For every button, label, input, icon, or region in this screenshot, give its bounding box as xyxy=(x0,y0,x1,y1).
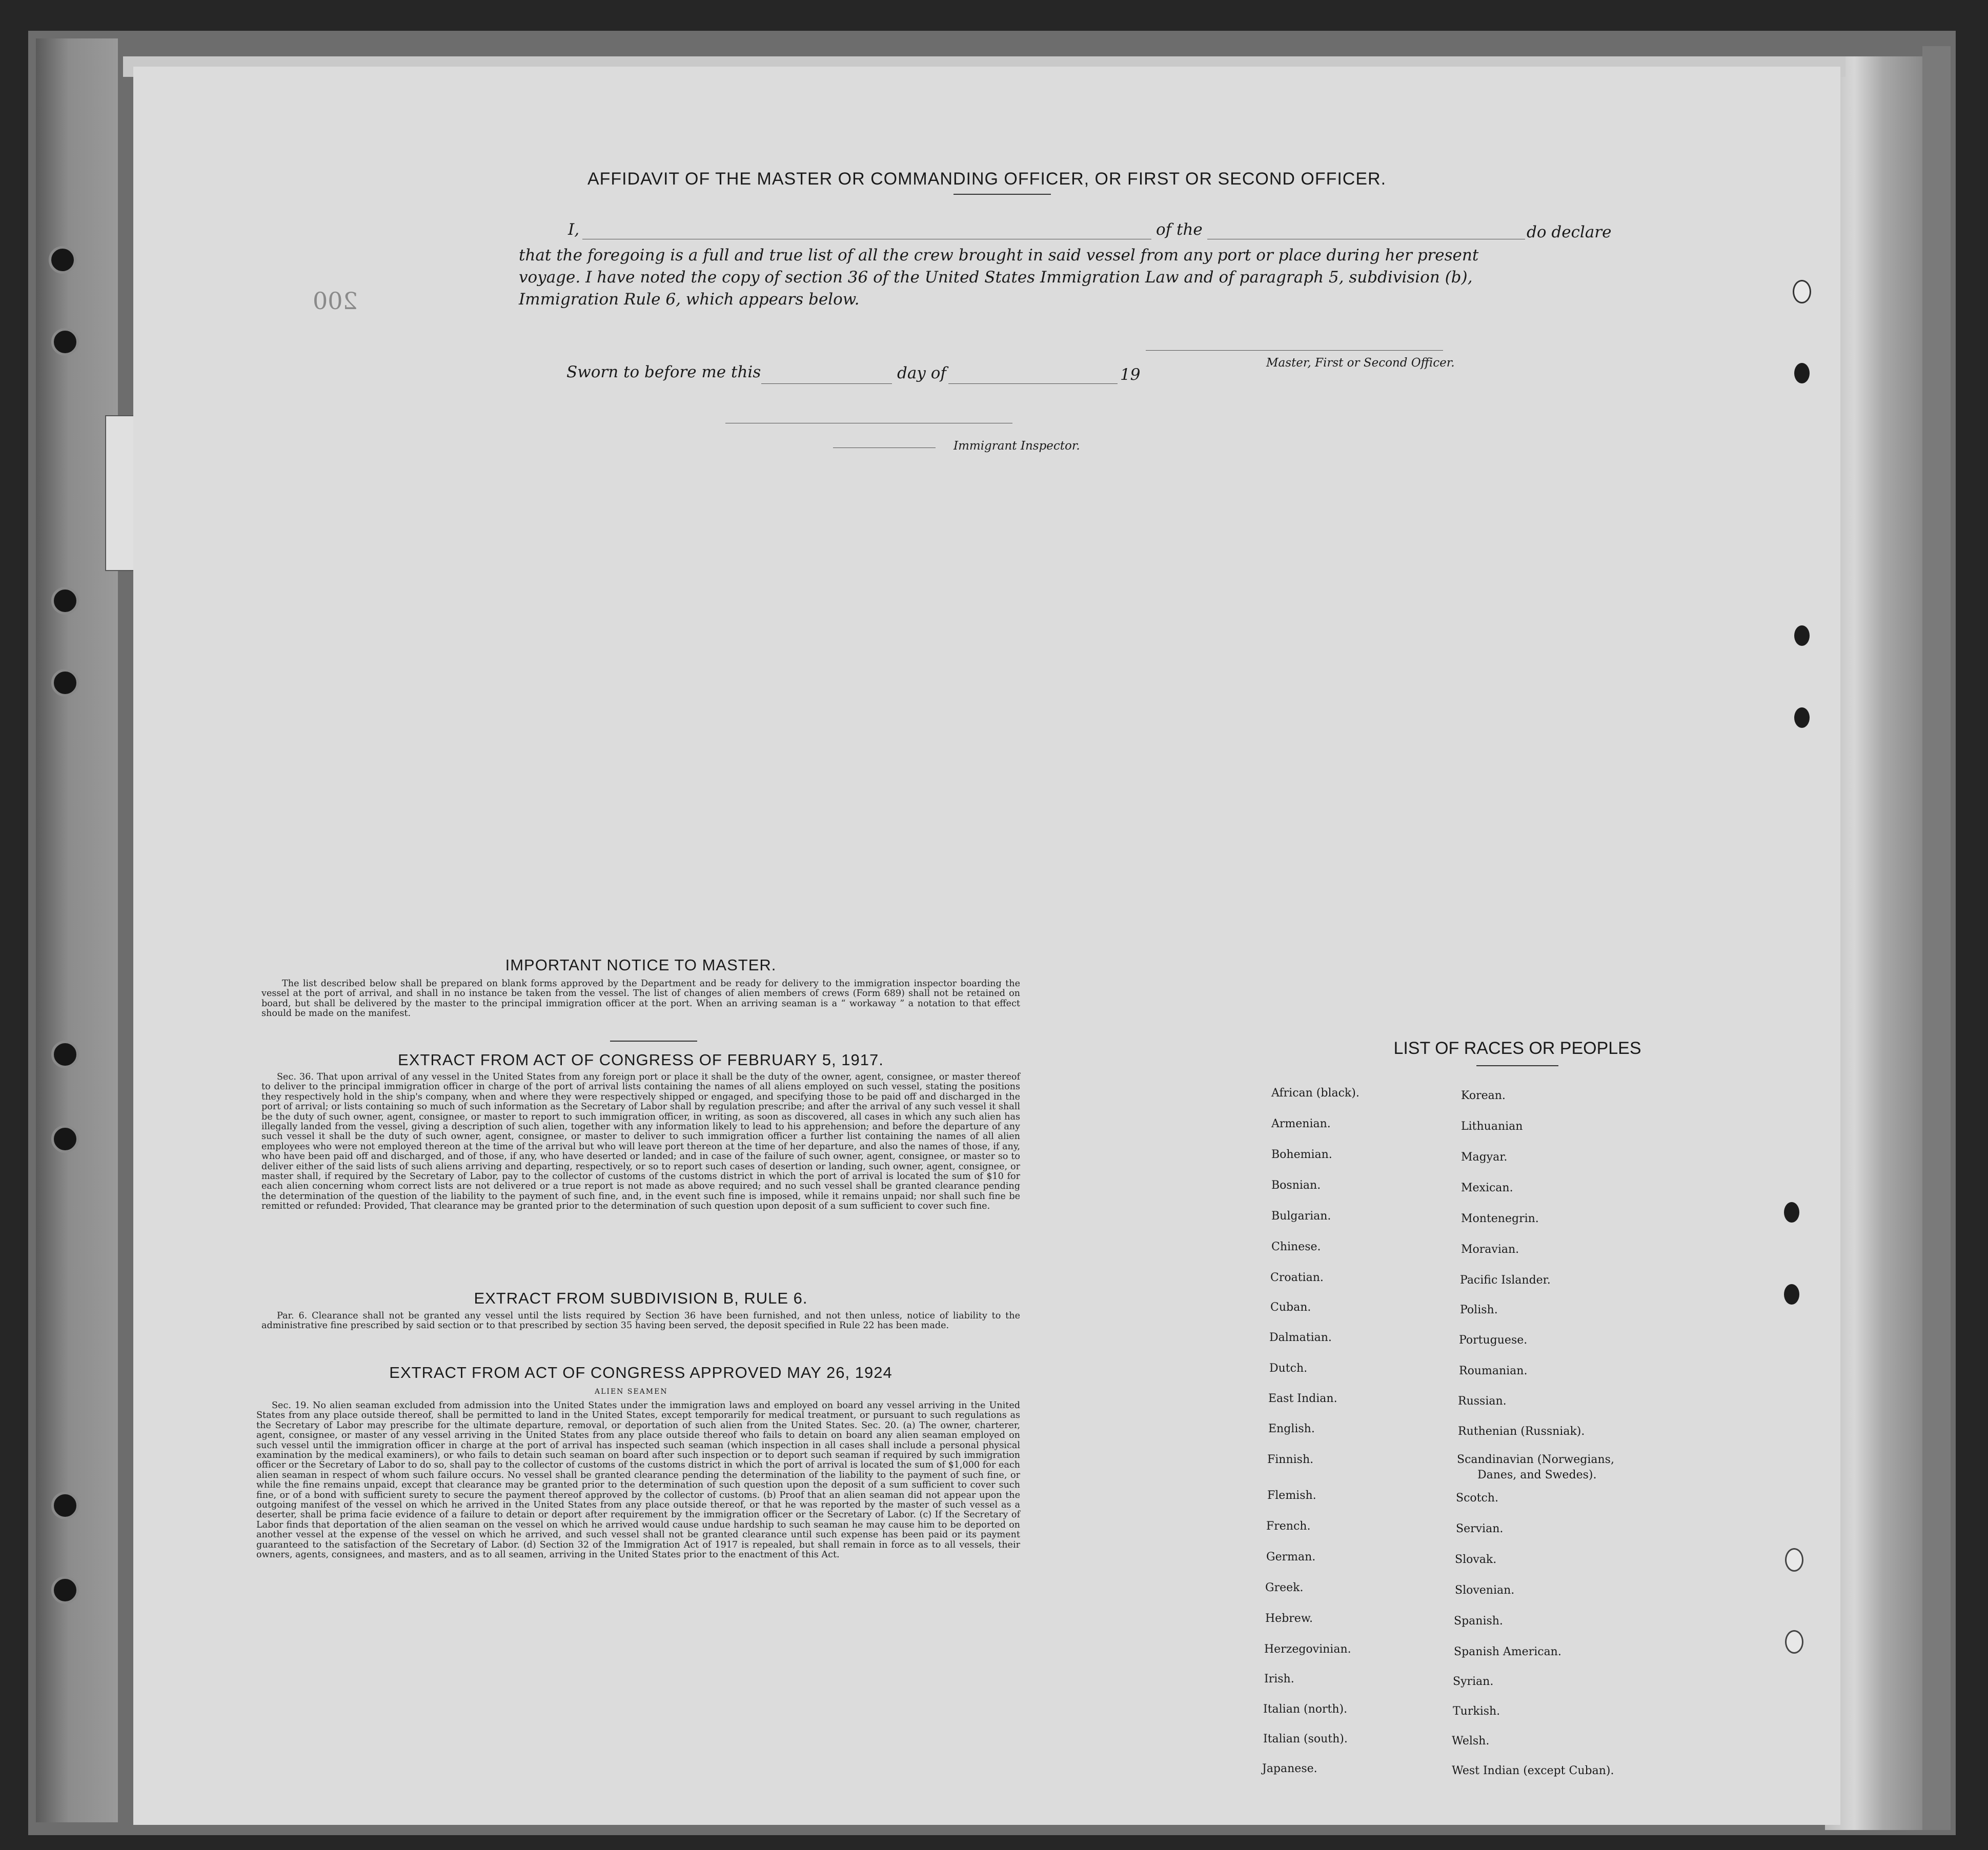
master-signature-label: Master, First or Second Officer. xyxy=(1266,356,1455,370)
race-item: Dalmatian. xyxy=(1269,1331,1332,1344)
race-item: Pacific Islander. xyxy=(1460,1274,1551,1287)
page-hole-icon xyxy=(1785,1630,1803,1654)
race-item: Slovenian. xyxy=(1455,1584,1515,1597)
extract-1924-title: EXTRACT FROM ACT OF CONGRESS APPROVED MAY 26, 1924 xyxy=(389,1364,892,1381)
race-item: Spanish American. xyxy=(1454,1645,1561,1658)
race-item: French. xyxy=(1266,1520,1311,1533)
affidavit-title: AFFIDAVIT OF THE MASTER OR COMMANDING OFFICER, OR FIRST OR SECOND OFFICER. xyxy=(587,169,1387,189)
binder-hole-icon xyxy=(51,1125,79,1153)
race-item: Scandinavian (Norwegians, xyxy=(1457,1453,1614,1466)
master-signature-line xyxy=(1146,350,1443,351)
race-item: Roumanian. xyxy=(1459,1365,1528,1377)
page-hole-icon xyxy=(1784,1202,1799,1223)
page-stack-edge xyxy=(1922,46,1951,1830)
race-item: Chinese. xyxy=(1271,1241,1321,1253)
binder-hole-icon xyxy=(51,669,79,697)
declare-i: I, xyxy=(568,220,580,239)
page-hole-icon xyxy=(1794,707,1810,728)
race-item: Irish. xyxy=(1264,1673,1294,1685)
page-stamp: 200 xyxy=(313,287,358,315)
extract-1917-title: EXTRACT FROM ACT OF CONGRESS OF FEBRUARY 5, 1917. xyxy=(398,1051,884,1069)
document-page xyxy=(133,67,1840,1825)
race-item: Scotch. xyxy=(1456,1492,1498,1505)
race-item: Croatian. xyxy=(1270,1271,1324,1284)
binder-edge xyxy=(36,38,118,1822)
binder-hole-icon xyxy=(51,587,79,615)
binder-hole-icon xyxy=(51,1041,79,1068)
notice-title: IMPORTANT NOTICE TO MASTER. xyxy=(505,956,777,974)
race-item: African (black). xyxy=(1271,1087,1360,1100)
extract-rule6-text: Par. 6. Clearance shall not be granted any vessel until the lists required by Section 36 have been furnished, and not then unless, notice of liability to the administrative fine prescribed by said section or to that prescribed by section 35 having been served, the deposit specified in Rule 22 has been made. xyxy=(261,1311,1020,1331)
extract-1917-text: Sec. 36. That upon arrival of any vessel in the United States from any foreign port or place it shall be the duty of the owner, agent, consignee, or master thereof to deliver to the principal immigration officer in charge of the port of arrival lists containing the names of all aliens employed on such vessel, stating the positions they respectively hold in the ship's company, when and where they were respectively shipped or engaged, and specifying those to be paid off and discharged in the port of arrival; or lists containing so much of such information as the Secretary of Labor shall by regulation prescribe; and after the arrival of any such vessel it shall be the duty of such owner, agent, consignee, or master to report to such immigration officer, in writing, as soon as discovered, all cases in which any such alien has illegally landed from the vessel, giving a description of such alien, together with any information likely to lead to his apprehension; and before the departure of any such vessel it shall be the duty of such owner, agent, consignee, or master to deliver to such immigration officer a further list containing the names of all alien employees who were not employed thereon at the time of the arrival but who will leave port thereon at the time of her departure, and also the names of those, if any, who have been paid off and discharged, and of those, if any, who have deserted or landed; and in case of the failure of such owner, agent, consignee, or master so to deliver either of the said lists of such aliens arriving and departing, respectively, or so to report such cases of desertion or landing, such owner, agent, consignee, or master shall, if required by the Secretary of Labor, pay to the collector of customs of the customs district in which the port of arrival is located the sum of $10 for each alien concerning whom correct lists are not delivered or a true report is not made as above required; and no such vessel shall be granted clearance pending the determination of the question of the liability to the payment of such fine, and, in the event such fine is imposed, while it remains unpaid; nor shall such fine be remitted or refunded: Provided, That clearance may be granted prior to the determination of such question upon deposit of a sum sufficient to cover such fine. xyxy=(261,1072,1020,1212)
sworn-day-of: day of xyxy=(897,364,946,382)
binder-hole-icon xyxy=(51,1576,79,1604)
race-item: Cuban. xyxy=(1270,1301,1311,1314)
affidavit-line-1: that the foregoing is a full and true list of all the crew brought in said vessel from any port or place during her present xyxy=(519,246,1479,265)
race-item: Flemish. xyxy=(1267,1489,1316,1502)
race-item: Lithuanian xyxy=(1461,1120,1523,1133)
race-item: Welsh. xyxy=(1452,1735,1490,1747)
page-hole-icon xyxy=(1794,363,1810,383)
race-item: Ruthenian (Russniak). xyxy=(1458,1425,1585,1438)
race-item: Spanish. xyxy=(1454,1615,1503,1628)
race-item: Mexican. xyxy=(1461,1182,1513,1194)
race-item: Turkish. xyxy=(1453,1705,1500,1718)
race-item: Syrian. xyxy=(1453,1675,1494,1688)
race-item: Portuguese. xyxy=(1459,1334,1528,1347)
race-item: Polish. xyxy=(1460,1304,1498,1316)
race-item: Italian (north). xyxy=(1263,1703,1348,1716)
extract-1924-text: Sec. 19. No alien seaman excluded from admission into the United States under the immigration laws and employed on board any vessel arriving in the United States from any place outside thereof, shall be permitted to land in the United States, except temporarily for medical treatment, or pursuant to such regulations as the Secretary of Labor may prescribe for the ultimate departure, removal, or deportation of such alien from the United States. Sec. 20. (a) The owner, charterer, agent, consignee, or master of any vessel arriving in the United States from any place outside thereof who fails to detain on board any alien seaman employed on such vessel until the immigration officer in charge at the port of arrival has inspected such seaman (which inspection in all cases shall include a personal physical examination by the medical examiners), or who fails to detain such seaman on board after such inspection or to deport such seaman if required by such immigration officer or the Secretary of Labor to do so, shall pay to the collector of customs of the customs district in which the port of arrival is located the sum of $1,000 for each alien seaman in respect of whom such failure occurs. No vessel shall be granted clearance pending the determination of the liability to the payment of such fine, or while the fine remains unpaid, except that clearance may be granted prior to the determination of such question upon the deposit of a sum sufficient to cover such fine, or of a bond with sufficient surety to secure the payment thereof approved by the collector of customs. (b) Proof that an alien seaman did not appear upon the outgoing manifest of the vessel on which he arrived in the United States from any place outside thereof, or that he was reported by the master of such vessel as a deserter, shall be prima facie evidence of a failure to detain or deport after requirement by the immigration officer or the Secretary of Labor. (c) If the Secretary of Labor finds that deportation of the alien seaman on the vessel on which he arrived would cause undue hardship to such seaman he may cause him to be deported on another vessel at the expense of the vessel on which he arrived, and such vessel shall not be granted clearance until such expense has been paid or its payment guaranteed to the satisfaction of the Secretary of Labor. (d) Section 32 of the Immigration Act of 1917 is repealed, but shall remain in force as to all vessels, their owners, agents, consignees, and masters, and as to all seamen, arriving in the United States prior to the enactment of this Act. xyxy=(256,1400,1020,1560)
notice-rule xyxy=(610,1041,697,1042)
race-item: German. xyxy=(1266,1551,1316,1563)
notice-text: The list described below shall be prepared on blank forms approved by the Department and be ready for delivery to the immigration inspector boarding the vessel at the port of arrival, and shall in no instance be taken from the vessel. The list of changes of alien members of crews (Form 689) shall not be retained on board, but shall be delivered by the master to the principal immigration officer at the port. When an arriving seaman is a “ workaway ” a notation to that effect should be made on the manifest. xyxy=(261,979,1020,1019)
race-item: Magyar. xyxy=(1461,1151,1508,1164)
race-item: Italian (south). xyxy=(1263,1733,1348,1745)
extract-1924-subtitle: ALIEN SEAMEN xyxy=(595,1388,668,1396)
race-item: Bohemian. xyxy=(1271,1148,1332,1161)
sworn-text: Sworn to before me this xyxy=(566,363,761,381)
race-item: Dutch. xyxy=(1269,1362,1308,1375)
race-item: Armenian. xyxy=(1271,1117,1331,1130)
race-item: Servian. xyxy=(1456,1522,1504,1535)
binder-hole-icon xyxy=(51,328,79,356)
sworn-day-blank xyxy=(761,383,892,384)
sworn-year: 19 xyxy=(1120,365,1141,384)
race-item: English. xyxy=(1268,1422,1315,1435)
affidavit-line-3: Immigration Rule 6, which appears below. xyxy=(519,290,860,309)
affidavit-line-2: voyage. I have noted the copy of section 36 of the United States Immigration Law and of paragraph 5, subdivision (b), xyxy=(519,268,1473,287)
inspector-signature-label: Immigrant Inspector. xyxy=(954,439,1080,453)
race-item: Finnish. xyxy=(1267,1453,1314,1466)
race-item: East Indian. xyxy=(1268,1392,1337,1405)
declare-do-declare: do declare xyxy=(1527,223,1612,241)
race-item: Greek. xyxy=(1265,1581,1304,1594)
page-hole-icon xyxy=(1794,625,1810,646)
title-rule xyxy=(954,194,1051,195)
race-item: Bulgarian. xyxy=(1271,1210,1331,1223)
race-item: Slovak. xyxy=(1455,1553,1497,1566)
page-hole-icon xyxy=(1785,1548,1803,1572)
race-item: West Indian (except Cuban). xyxy=(1452,1764,1614,1777)
race-item: Bosnian. xyxy=(1271,1179,1321,1192)
race-item: Herzegovinian. xyxy=(1264,1643,1351,1656)
race-item: Montenegrin. xyxy=(1461,1212,1539,1225)
extract-rule6-title: EXTRACT FROM SUBDIVISION B, RULE 6. xyxy=(474,1289,808,1307)
race-item: Korean. xyxy=(1461,1089,1506,1102)
race-item: Danes, and Swedes). xyxy=(1477,1469,1597,1481)
side-tab xyxy=(105,415,135,571)
binder-hole-icon xyxy=(49,246,76,274)
page-hole-icon xyxy=(1793,280,1811,303)
sworn-month-blank xyxy=(948,383,1118,384)
declare-of-the: of the xyxy=(1156,220,1203,239)
races-title: LIST OF RACES OR PEOPLES xyxy=(1393,1039,1641,1058)
race-item: Moravian. xyxy=(1461,1243,1519,1256)
race-item: Hebrew. xyxy=(1265,1612,1313,1625)
race-item: Japanese. xyxy=(1262,1762,1317,1775)
binder-hole-icon xyxy=(51,1492,79,1519)
races-rule xyxy=(1476,1065,1558,1066)
race-item: Russian. xyxy=(1458,1395,1507,1408)
page-hole-icon xyxy=(1784,1284,1799,1305)
